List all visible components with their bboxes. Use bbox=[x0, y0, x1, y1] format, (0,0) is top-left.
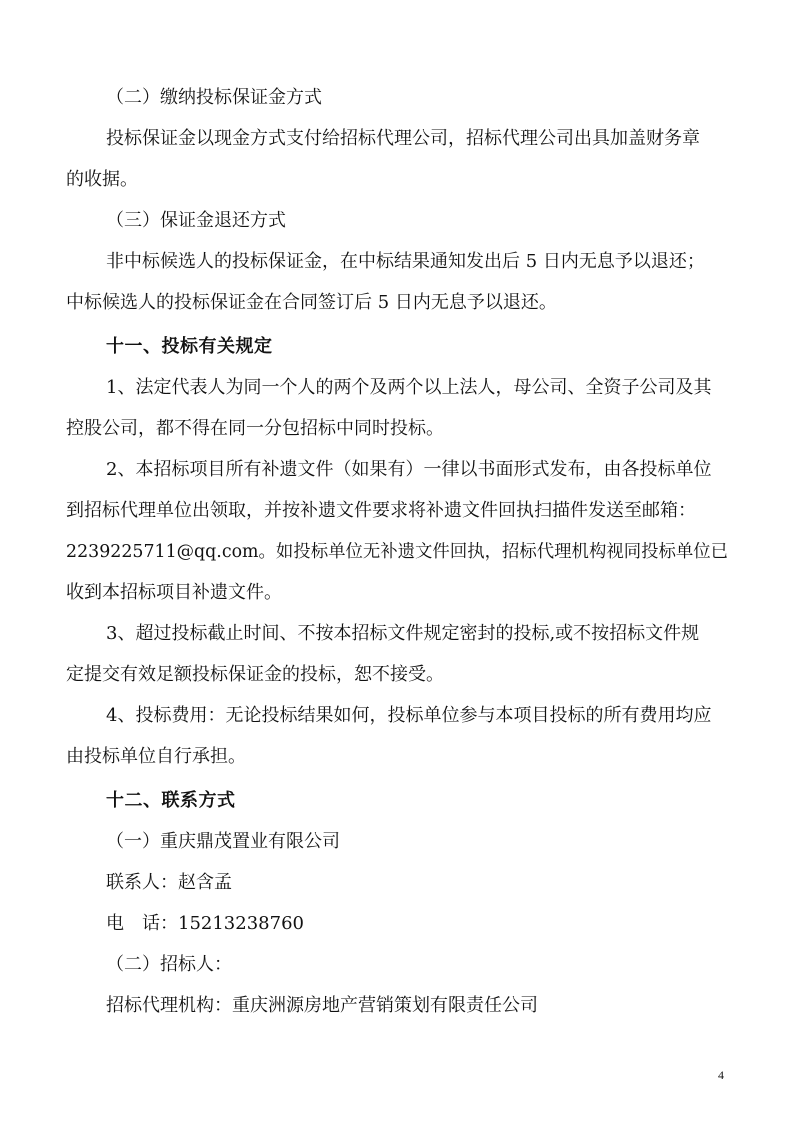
payment-method-text-line-2: 的收据。 bbox=[66, 169, 138, 190]
rule-3-line-2: 定提交有效足额投标保证金的投标，恕不接受。 bbox=[66, 664, 444, 685]
payment-method-text-line-1: 投标保证金以现金方式支付给招标代理公司，招标代理公司出具加盖财务章 bbox=[106, 128, 700, 149]
rule-2-line-2: 到招标代理单位出领取，并按补遗文件要求将补遗文件回执扫描件发送至邮箱： bbox=[66, 500, 696, 521]
refund-method-heading: （三）保证金退还方式 bbox=[106, 210, 286, 231]
bidding-rules-heading: 十一、投标有关规定 bbox=[106, 336, 273, 357]
payment-method-heading: （二）缴纳投标保证金方式 bbox=[106, 87, 322, 108]
rule-2-line-3: 2239225711@qq.com。如投标单位无补遗文件回执，招标代理机构视同投标单位已 bbox=[66, 542, 729, 562]
refund-method-text-line-1: 非中标候选人的投标保证金，在中标结果通知发出后 5 日内无息予以退还； bbox=[106, 251, 705, 272]
rule-2-line-1: 2、本招标项目所有补遗文件（如果有）一律以书面形式发布，由各投标单位 bbox=[106, 459, 712, 480]
contact-agency: 招标代理机构：重庆洲源房地产营销策划有限责任公司 bbox=[106, 995, 538, 1016]
rule-4-line-2: 由投标单位自行承担。 bbox=[66, 746, 246, 767]
refund-method-text-line-2: 中标候选人的投标保证金在合同签订后 5 日内无息予以退还。 bbox=[66, 292, 557, 313]
page-number: 4 bbox=[718, 1068, 724, 1082]
rule-4-line-1: 4、投标费用：无论投标结果如何，投标单位参与本项目投标的所有费用均应 bbox=[106, 705, 712, 726]
rule-1-line-2: 控股公司，都不得在同一分包招标中同时投标。 bbox=[66, 418, 444, 439]
contact-heading: 十二、联系方式 bbox=[106, 790, 236, 811]
contact-company: （一）重庆鼎茂置业有限公司 bbox=[106, 831, 340, 852]
contact-phone: 电 话：15213238760 bbox=[106, 913, 304, 934]
contact-person: 联系人：赵含孟 bbox=[106, 872, 232, 893]
rule-2-line-4: 收到本招标项目补遗文件。 bbox=[66, 582, 282, 603]
rule-3-line-1: 3、超过投标截止时间、不按本招标文件规定密封的投标,或不按招标文件规 bbox=[106, 623, 700, 644]
rule-1-line-1: 1、法定代表人为同一个人的两个及两个以上法人，母公司、全资子公司及其 bbox=[106, 377, 712, 398]
contact-tenderer: （二）招标人： bbox=[106, 954, 232, 975]
